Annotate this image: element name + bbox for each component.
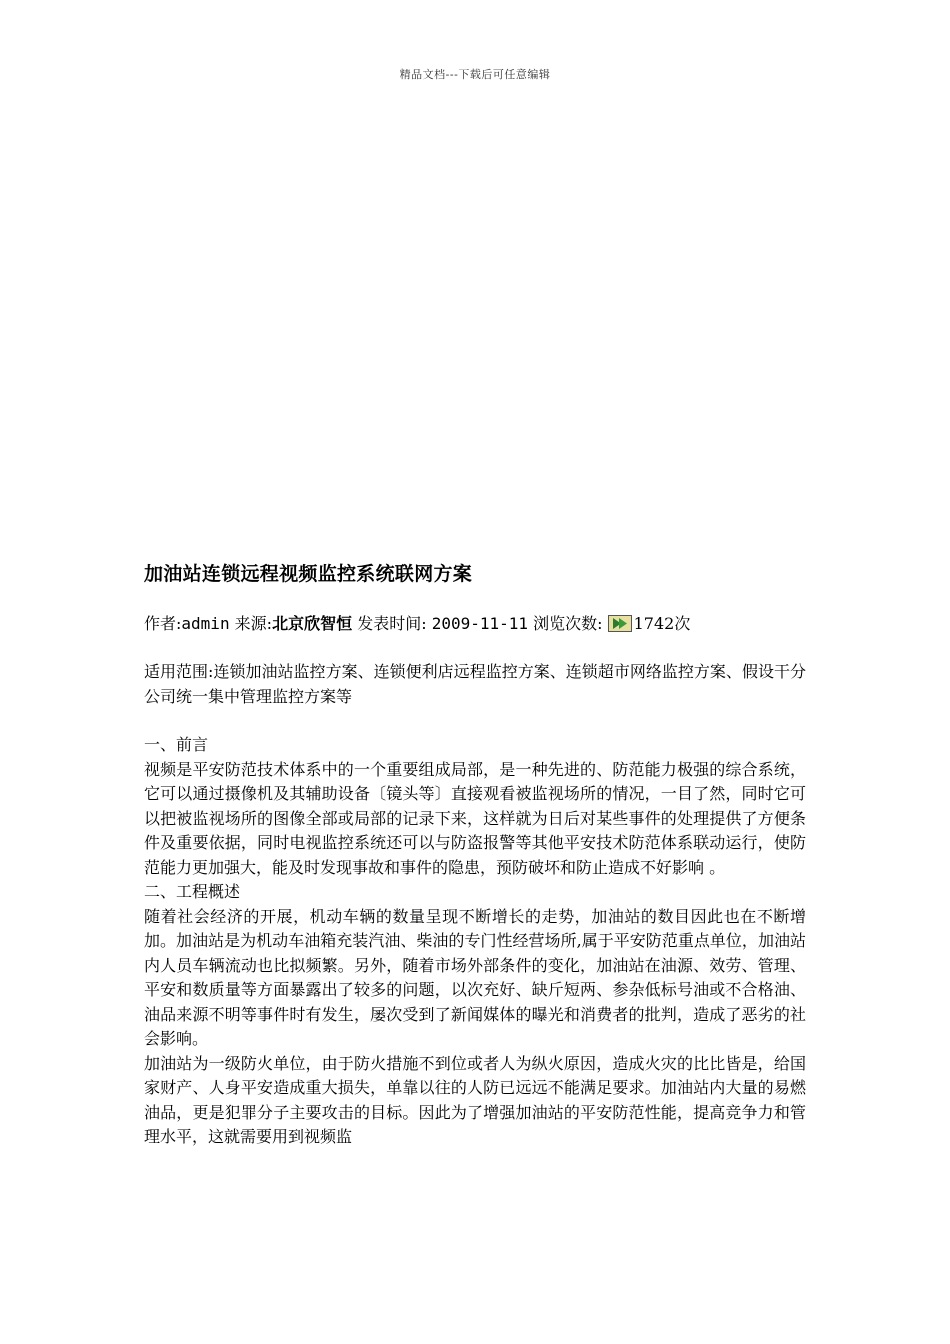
article (144, 560, 806, 1150)
overview-paragraph-2: 加油站为一级防火单位，由于防火措施不到位或者人为纵火原因，造成火灾的比比皆是，给国家财产、人身平安造成重大损失，单靠以往的人防已远远不能满足要求。加油站内大量的易燃油品，更是犯罪分子主要攻击的目标。因此为了增强加油站的平安防范性能，提高竞争力和管理水平，这就需要用到视频监 (144, 1053, 806, 1146)
views-value: 1742 (633, 614, 675, 633)
source-label: 来源: (234, 614, 273, 633)
section-heading-overview: 二、工程概述 (144, 882, 241, 901)
scope-paragraph: 适用范围:连锁加油站监控方案、连锁便利店远程监控方案、连锁超市网络监控方案、假设干分公司统一集中管理监控方案等 (144, 662, 806, 706)
views-label: 浏览次数: (533, 614, 603, 633)
preface-paragraph: 视频是平安防范技术体系中的一个重要组成局部，是一种先进的、防范能力极强的综合系统，它可以通过摄像机及其辅助设备〔镜头等〕直接观看被监视场所的情况，一目了然，同时它可以把被监视场所的图像全部或局部的记录下来，这样就为日后对某些事件的处理提供了方便条件及重要依据，同时电视监控系统还可以与防盗报警等其他平安技术防范体系联动运行，使防范能力更加强大，能及时发现事故和事件的隐患，预防破坏和防止造成不好影响 。 (144, 759, 806, 877)
author-value: admin (181, 614, 230, 633)
article-meta (144, 611, 806, 637)
views-unit: 次 (674, 614, 691, 633)
source-value: 北京欣智恒 (272, 614, 353, 633)
date-label: 发表时间: (357, 614, 427, 633)
page-header: 精品文档---下载后可任意编辑 (399, 68, 551, 81)
overview-paragraph-1: 随着社会经济的开展，机动车辆的数量呈现不断增长的走势，加油站的数目因此也在不断增加。加油站是为机动车油箱充装汽油、柴油的专门性经营场所,属于平安防范重点单位，加油站内人员车辆流动也比拟频繁。另外，随着市场外部条件的变化，加油站在油源、效劳、管理、平安和数质量等方面暴露出了较多的问题，以次充好、缺斤短两、参杂低标号油或不合格油、油品来源不明等事件时有发生，屡次受到了新闻媒体的曝光和消费者的批判，造成了恶劣的社会影响。 (144, 906, 806, 1048)
date-value: 2009-11-11 (431, 614, 529, 633)
article-title: 加油站连锁远程视频监控系统联网方案 (144, 563, 473, 585)
author-label: 作者: (144, 614, 182, 633)
view-count-icon (608, 614, 632, 631)
section-heading-preface: 一、前言 (144, 735, 209, 754)
